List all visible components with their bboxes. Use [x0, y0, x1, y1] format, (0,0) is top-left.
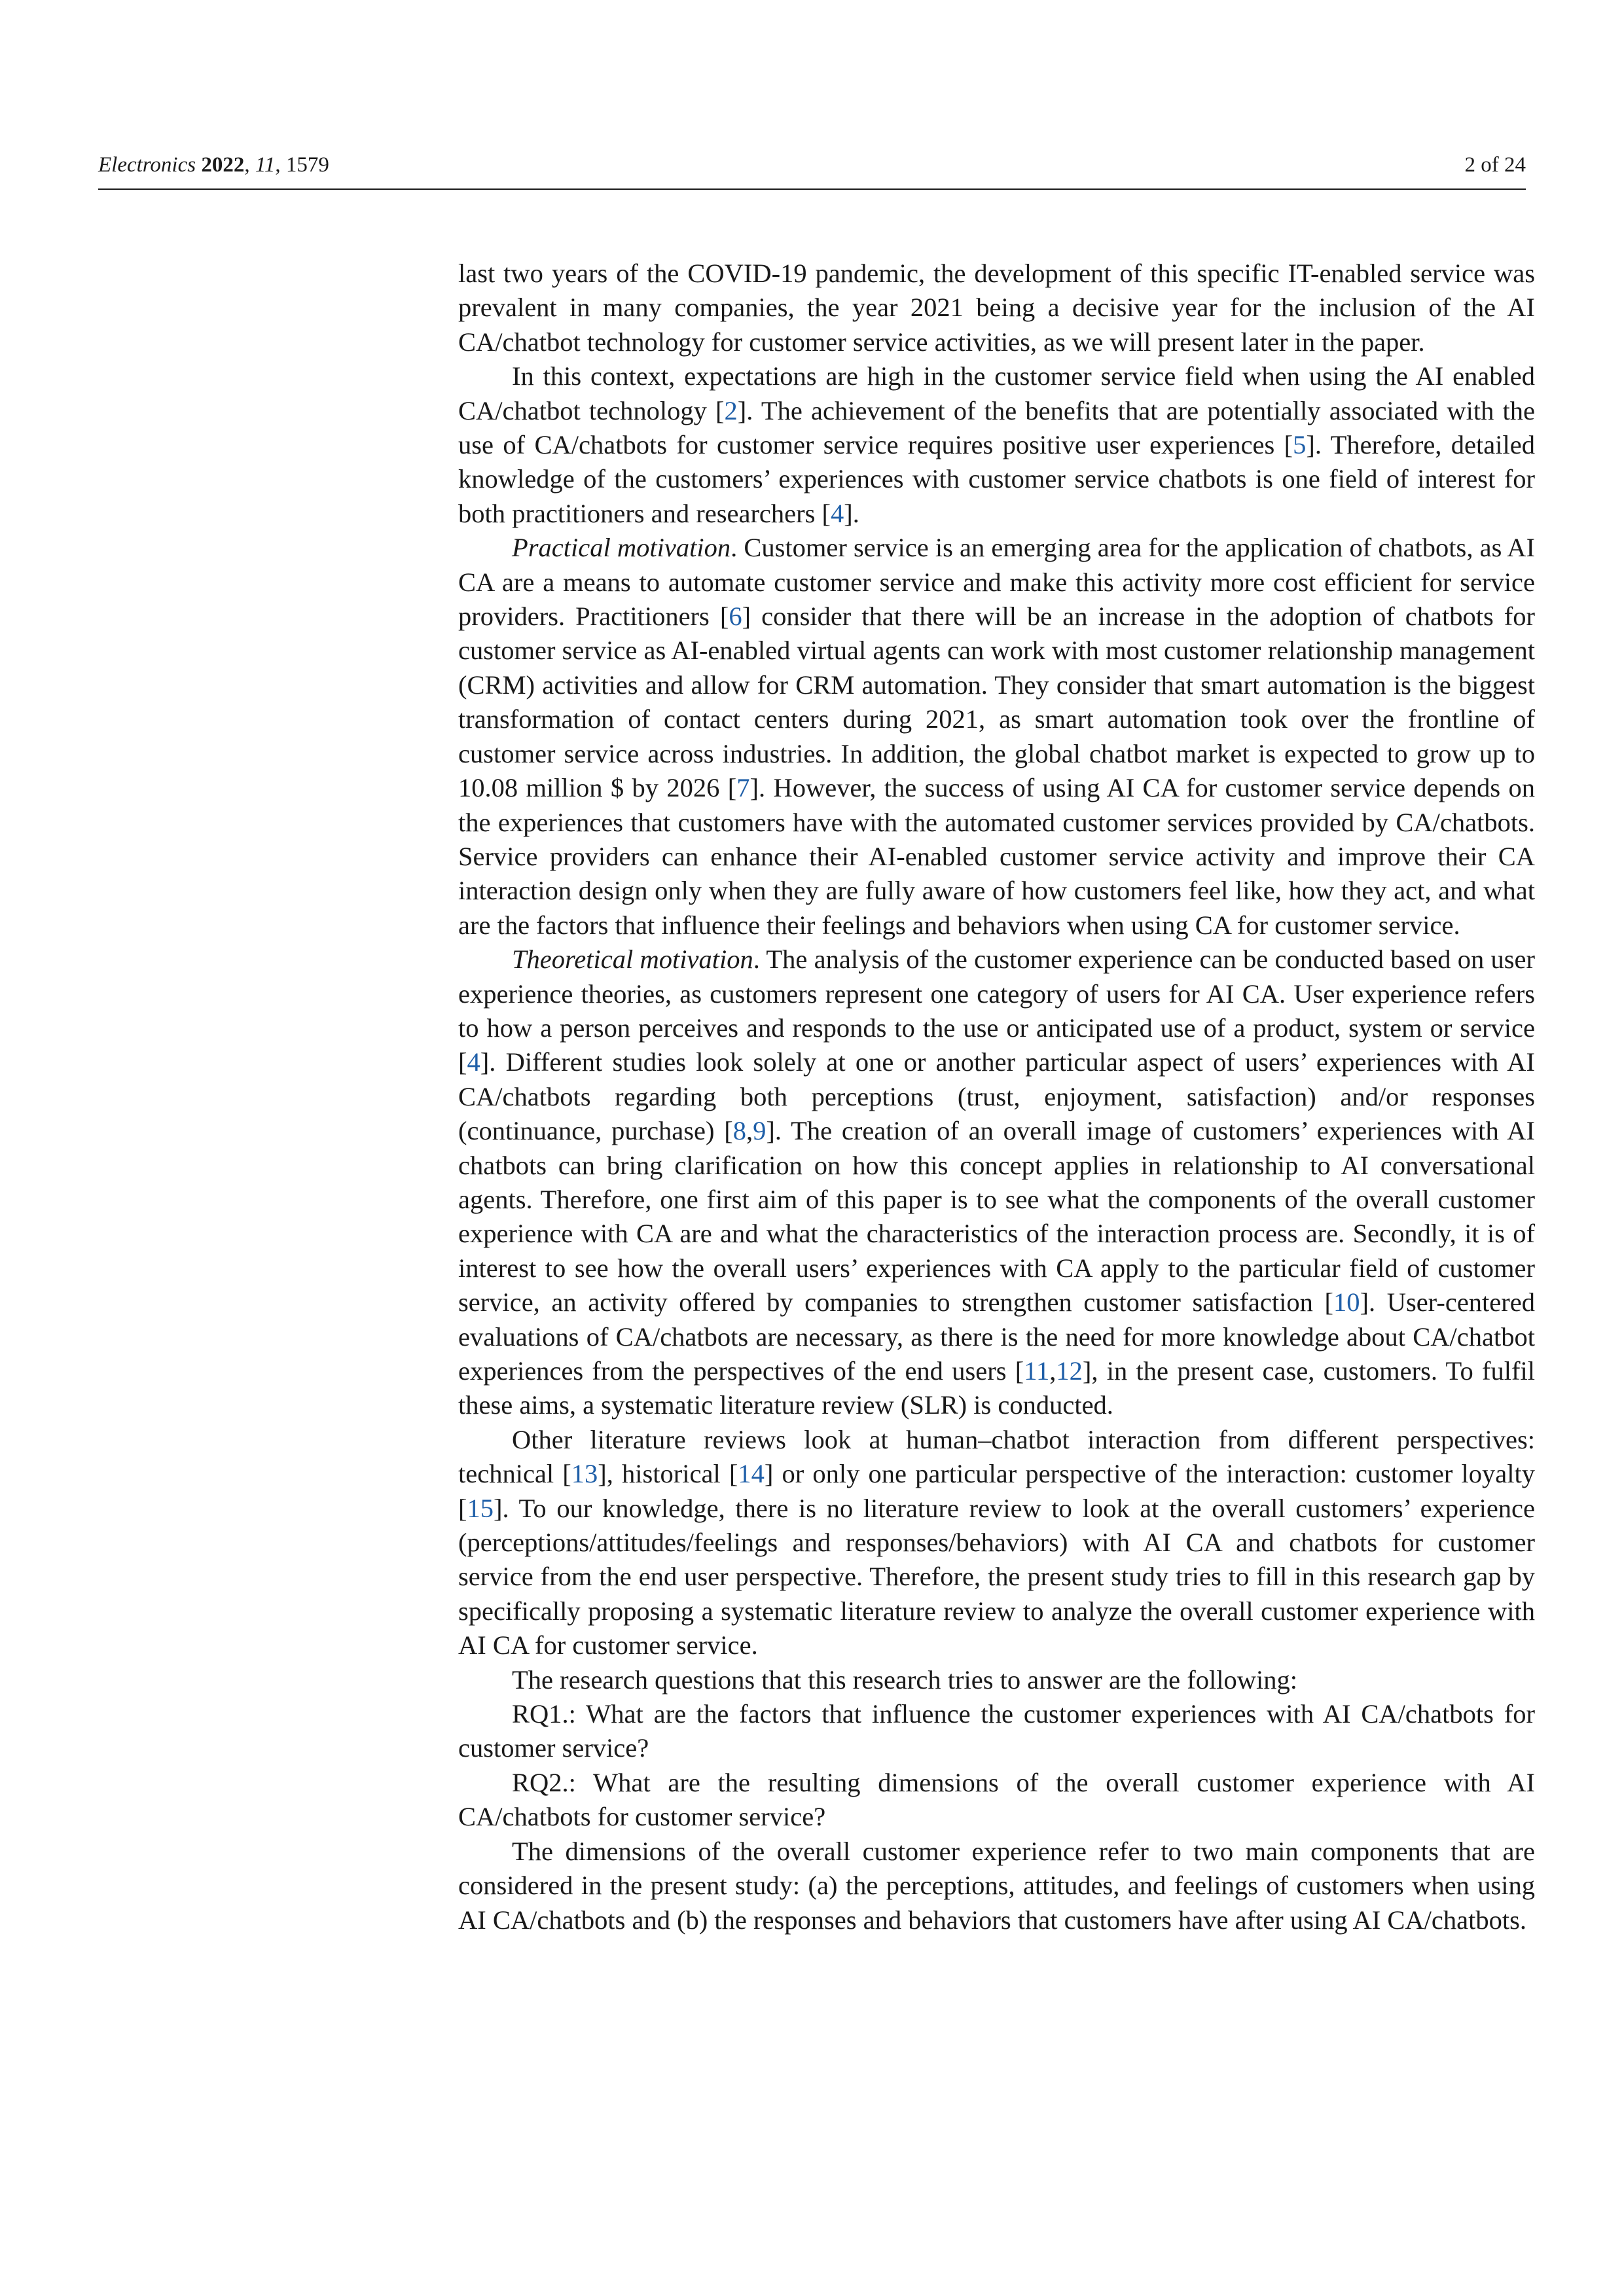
paragraph-text: . The analysis of the customer experience can be conducted based on user experience theories, as customers represent one category of users for AI CA. User experience refers to how a person perceives and responds to the use or anticipated use of a product, system or service [ [458, 944, 1535, 1077]
citation-link[interactable]: 11 [1024, 1356, 1050, 1386]
citation-link[interactable]: 6 [729, 601, 742, 632]
paragraph-text: . Customer service is an emerging area for the application of chatbots, as AI CA are a means to automate customer service and make this activity more cost efficient for service providers. Practitioners [ [458, 533, 1535, 632]
paragraph-text: ]. [844, 498, 859, 528]
paragraph [458, 531, 1535, 942]
paragraph-text: ]. User-centered evaluations of CA/chatbots are necessary, as there is the need for more knowledge about CA/chatbot experiences from the perspectives of the end users [ [458, 1287, 1535, 1386]
journal-citation: Electronics 2022, 11, 1579 [98, 153, 329, 177]
paragraph [458, 1835, 1535, 1937]
paragraph [458, 1663, 1535, 1697]
paragraph [458, 359, 1535, 531]
paragraph [458, 1697, 1535, 1766]
citation-link[interactable]: 7 [736, 773, 750, 803]
paragraph-text: ] consider that there will be an increase in the adoption of chatbots for customer service as AI-enabled virtual agents can work with most customer relationship management (CRM) activities and allow for CRM automation. They consider that smart automation is the biggest transformation of contact centers during 2021, as smart automation took over the frontline of customer service across industries. In addition, the global chatbot market is expected to grow up to 10.08 million $ by 2026 [ [458, 601, 1535, 803]
journal-name: Electronics [98, 153, 196, 177]
journal-volume: 11 [255, 153, 276, 177]
citation-link[interactable]: 8 [732, 1116, 747, 1146]
journal-year: 2022 [201, 153, 245, 177]
paragraph-text: ]. To our knowledge, there is no literature review to look at the overall customers’ experience (perceptions/attitudes/feelings and responses/behaviors) with AI CA and chatbots for customer service from the end user perspective. Therefore, the present study tries to fill in this research gap by specifically proposing a systematic literature review to analyze the overall customer experience with AI CA for customer service. [458, 1493, 1535, 1660]
paragraph-text: ]. Different studies look solely at one or another particular aspect of users’ experiences with AI CA/chatbots regarding both perceptions (trust, enjoyment, satisfaction) and/or responses (continuance, purchase) [ [458, 1047, 1535, 1146]
paragraph-lead: Theoretical motivation [512, 944, 753, 975]
paragraph [458, 1423, 1535, 1663]
paragraph-lead: Practical motivation [512, 533, 731, 563]
citation-link[interactable]: 14 [738, 1459, 765, 1489]
paragraph-text: The dimensions of the overall customer experience refer to two main components that are considered in the present study: (a) the perceptions, attitudes, and feelings of customers when using AI CA/chatbots and (b) the responses and behaviors that customers have after using AI CA/chatbots. [458, 1836, 1535, 1935]
paragraph-text: ]. The creation of an overall image of customers’ experiences with AI chatbots can bring clarification on how this concept applies in relationship to AI conversational agents. Therefore, one first aim of this paper is to see what the components of the overall customer experience with CA are and what the characteristics of the interaction process are. Secondly, it is of interest to see how the overall users’ experiences with CA apply to the particular field of customer service, an activity offered by companies to strengthen customer satisfaction [ [458, 1116, 1535, 1318]
citation-link[interactable]: 4 [831, 498, 844, 528]
citation-link[interactable]: 5 [1293, 430, 1307, 460]
page-number: 2 of 24 [1464, 153, 1526, 177]
citation-link[interactable]: 4 [467, 1047, 480, 1077]
article-number: 1579 [285, 153, 329, 177]
paragraph [458, 257, 1535, 359]
paragraph-text: ] or only one particular perspective of the interaction: customer loyalty [ [458, 1459, 1535, 1523]
running-header [98, 149, 1526, 190]
citation-link[interactable]: 9 [753, 1116, 767, 1146]
paragraph-text: In this context, expectations are high in the customer service field when using the AI enabled CA/chatbot technology [ [458, 361, 1535, 425]
paragraph-text: The research questions that this research tries to answer are the following: [512, 1664, 1297, 1695]
paragraph [458, 1766, 1535, 1835]
paragraph-text: RQ2.: What are the resulting dimensions of the overall customer experience with AI CA/chatbots for customer service? [458, 1767, 1535, 1832]
citation-link[interactable]: 2 [724, 395, 738, 425]
citation-link[interactable]: 15 [467, 1493, 494, 1523]
paragraph-text: ], in the present case, customers. To fulfil these aims, a systematic literature review (SLR) is conducted. [458, 1356, 1535, 1420]
paragraph-text: last two years of the COVID-19 pandemic, the development of this specific IT-enabled service was prevalent in many companies, the year 2021 being a decisive year for the inclusion of the AI CA/chatbot technology for customer service activities, as we will present later in the paper. [458, 259, 1535, 357]
paragraph-text: ]. However, the success of using AI CA for customer service depends on the experiences that customers have with the automated customer services provided by CA/chatbots. Service providers can enhance their AI-enabled customer service activity and improve their CA interaction design only when they are fully aware of how customers feel like, how they act, and what are the factors that influence their feelings and behaviors when using CA for customer service. [458, 773, 1535, 940]
paragraph-text: ], historical [ [598, 1459, 738, 1489]
body-text [458, 257, 1535, 1937]
citation-link[interactable]: 10 [1333, 1287, 1360, 1318]
paragraph-text: , [1049, 1356, 1056, 1386]
paragraph-text: , [746, 1116, 753, 1146]
citation-link[interactable]: 13 [571, 1459, 598, 1489]
paragraph [458, 942, 1535, 1423]
paragraph-text: ]. Therefore, detailed knowledge of the customers’ experiences with customer service chatbots is one field of interest for both practitioners and researchers [ [458, 430, 1535, 528]
citation-link[interactable]: 12 [1056, 1356, 1083, 1386]
paragraph-text: Other literature reviews look at human–chatbot interaction from different perspectives: technical [ [458, 1424, 1535, 1489]
paragraph-text: ]. The achievement of the benefits that are potentially associated with the use of CA/chatbots for customer service requires positive user experiences [ [458, 395, 1535, 460]
paragraph-text: RQ1.: What are the factors that influence the customer experiences with AI CA/chatbots for customer service? [458, 1699, 1535, 1763]
